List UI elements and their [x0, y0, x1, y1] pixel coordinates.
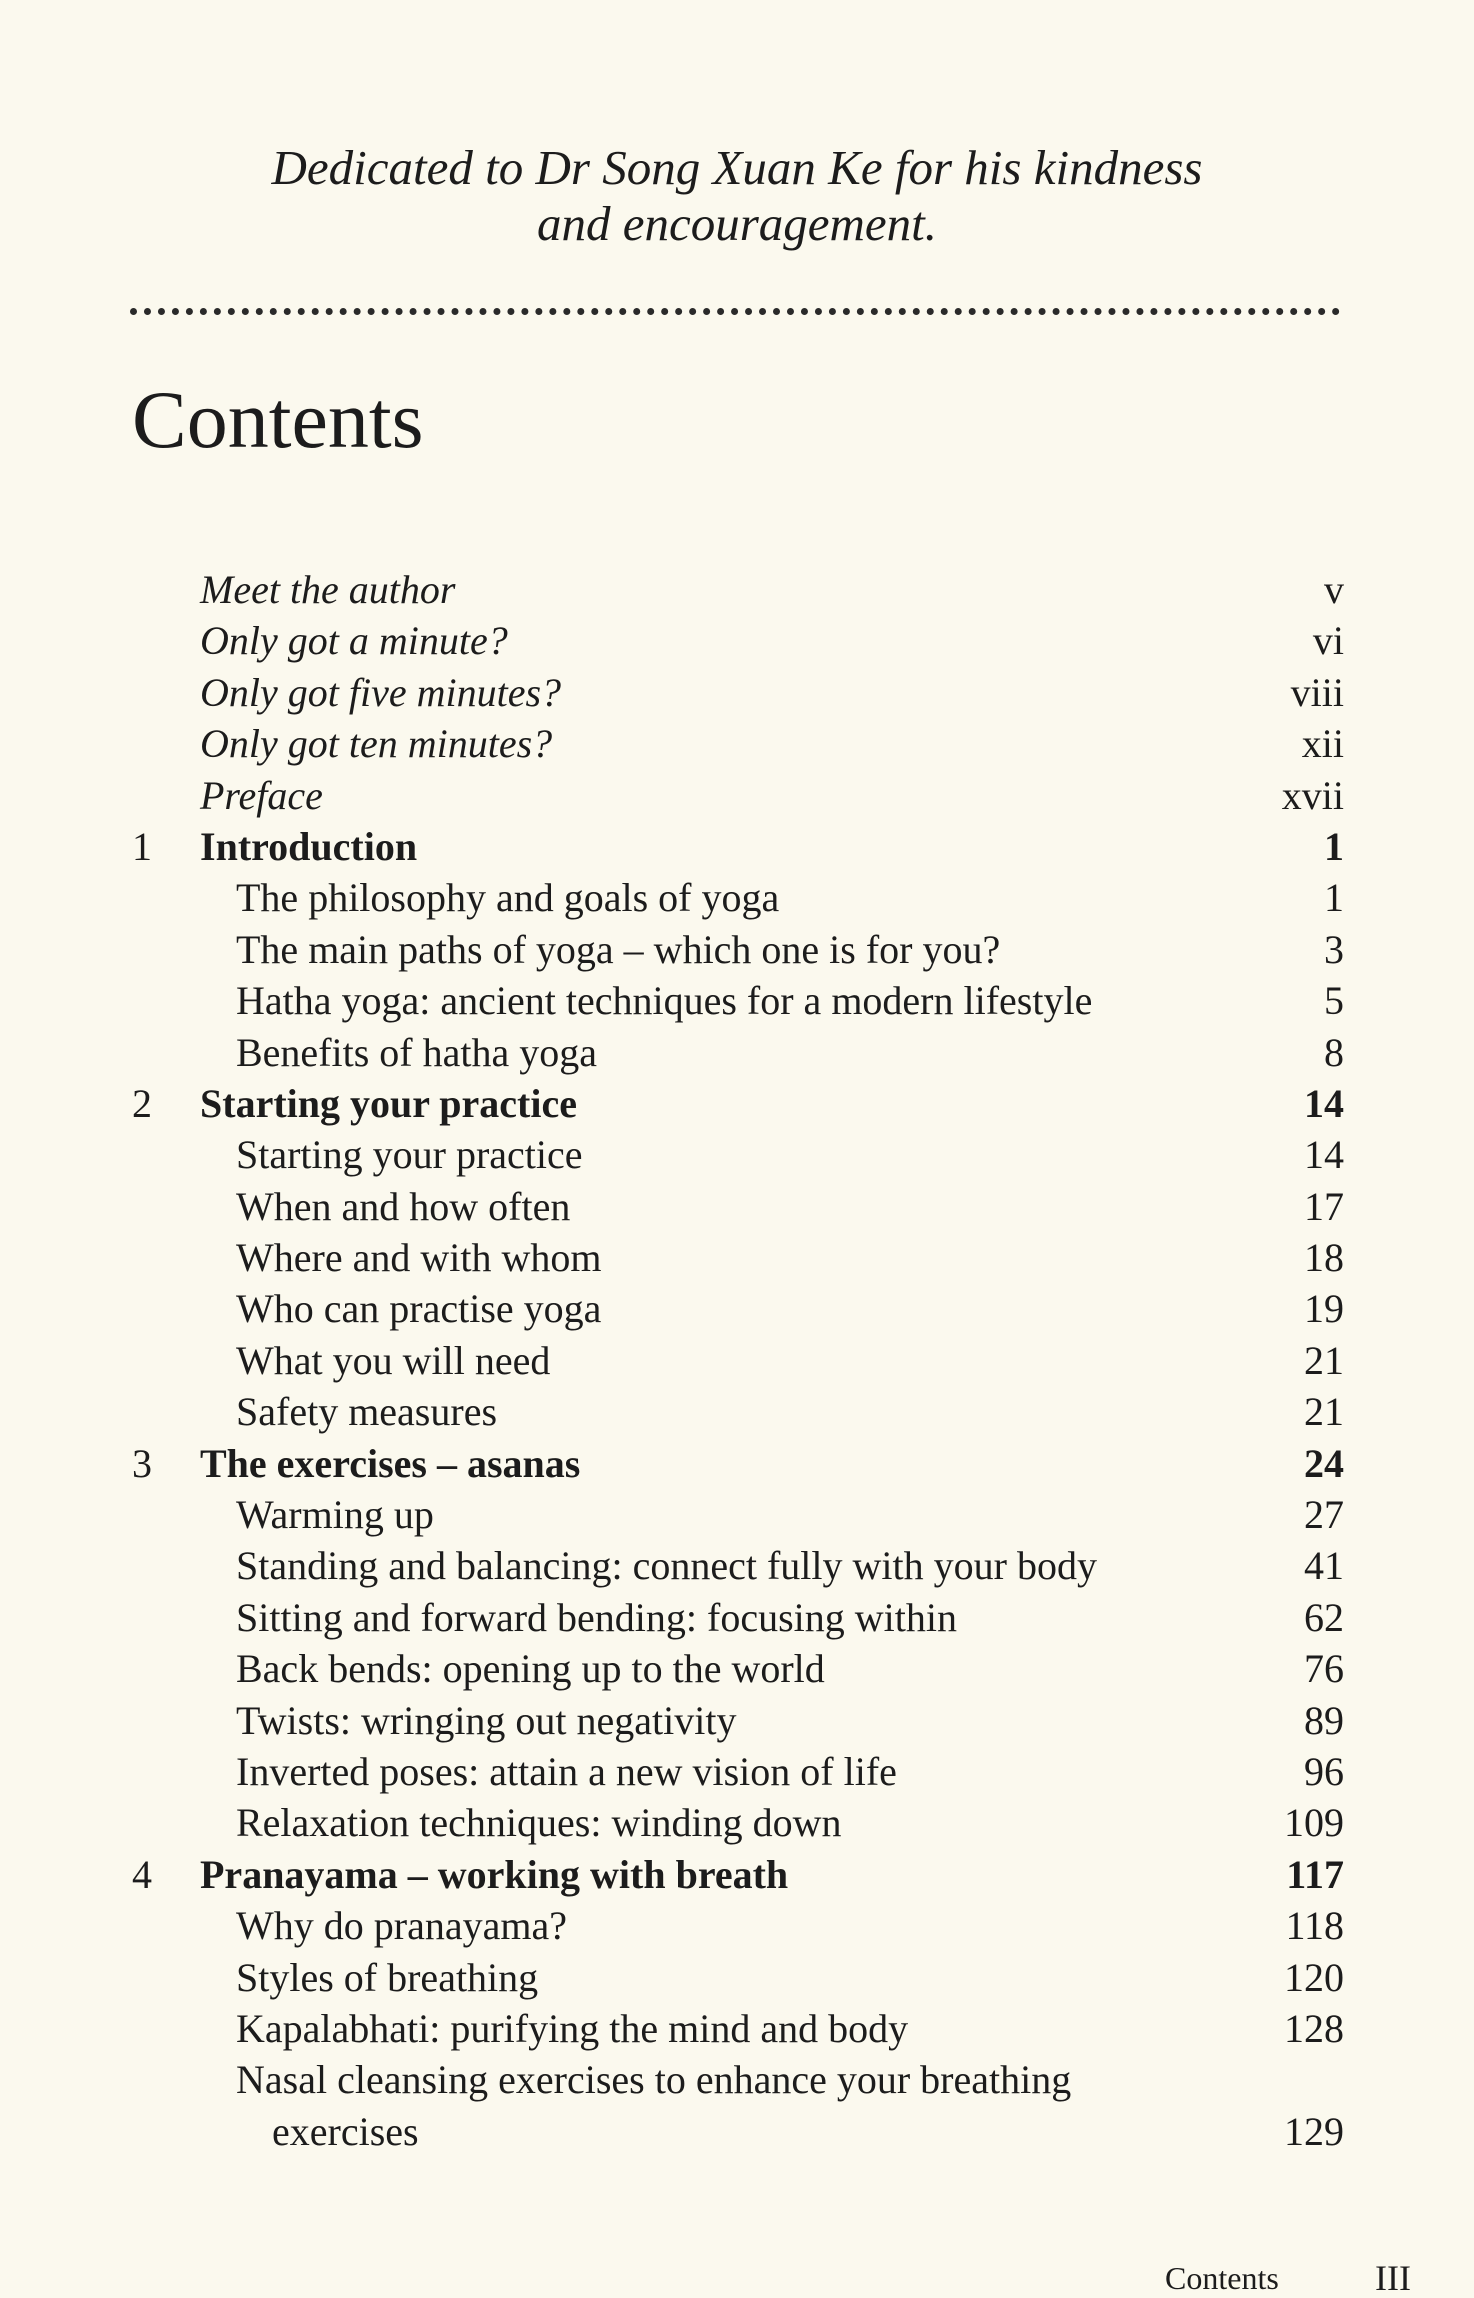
entry-page-number: xii — [1301, 721, 1344, 767]
entry-page-number: 120 — [1284, 1954, 1344, 2000]
toc-entry-row — [0, 1181, 1474, 1232]
entry-title-text: Standing and balancing: connect fully with your body — [236, 1543, 1097, 1589]
entry-title — [236, 1181, 570, 1232]
entry-title — [236, 1027, 597, 1078]
entry-title — [200, 770, 323, 821]
dedication — [0, 140, 1474, 252]
entry-title — [200, 564, 456, 615]
entry-title-text: Kapalabhati: purifying the mind and body — [236, 2005, 909, 2051]
entry-title — [236, 1643, 825, 1694]
dedication-line-1: Dedicated to Dr Song Xuan Ke for his kindness — [271, 140, 1203, 195]
toc-chapter-row — [0, 1438, 1474, 1489]
entry-page-number: 117 — [1286, 1851, 1344, 1897]
toc-entry-row — [0, 1643, 1474, 1694]
entry-page-number: 1 — [1324, 875, 1344, 921]
entry-page-number: 129 — [1284, 2108, 1344, 2154]
entry-page-number: 19 — [1304, 1286, 1344, 1332]
toc-entry-row — [0, 924, 1474, 975]
entry-title-text: Starting your practice — [236, 1132, 583, 1178]
chapter-number: 2 — [132, 1080, 152, 1126]
entry-title — [236, 2054, 1071, 2157]
entry-page-number: 1 — [1324, 823, 1344, 869]
entry-title-text: Inverted poses: attain a new vision of life — [236, 1748, 897, 1794]
entry-title — [236, 1283, 601, 1334]
entry-title — [236, 1797, 841, 1848]
entry-title — [200, 667, 561, 718]
page-title: Contents — [132, 374, 424, 465]
toc-chapter-row — [0, 1849, 1474, 1900]
chapter-number: 4 — [132, 1851, 152, 1897]
entry-title — [236, 2003, 908, 2054]
toc-entry-row — [0, 872, 1474, 923]
entry-page-number: 96 — [1304, 1748, 1344, 1794]
entry-title — [236, 1489, 434, 1540]
entry-title-text: Introduction — [200, 823, 418, 869]
entry-title-text: Hatha yoga: ancient techniques for a modern lifestyle — [236, 978, 1093, 1024]
entry-page-number: 14 — [1304, 1132, 1344, 1178]
entry-title-text: The main paths of yoga – which one is for you? — [236, 926, 1001, 972]
toc-entry-row — [0, 718, 1474, 769]
entry-title — [236, 1335, 550, 1386]
entry-page-number: 41 — [1304, 1543, 1344, 1589]
toc-chapter-row — [0, 821, 1474, 872]
entry-page-number: 8 — [1324, 1029, 1344, 1075]
entry-page-number: 21 — [1304, 1337, 1344, 1383]
footer-section-label: Contents — [1165, 2260, 1279, 2296]
entry-title-text: Who can practise yoga — [236, 1286, 602, 1332]
entry-page-number: 21 — [1304, 1389, 1344, 1435]
entry-title — [236, 1592, 957, 1643]
toc-entry-row — [0, 1335, 1474, 1386]
toc-entry-row — [0, 1952, 1474, 2003]
toc-entry-row — [0, 1695, 1474, 1746]
entry-page-number: 17 — [1304, 1183, 1344, 1229]
toc-entry-row — [0, 667, 1474, 718]
entry-title-text: Warming up — [236, 1492, 434, 1538]
entry-title — [236, 1232, 601, 1283]
entry-title-text: Starting your practice — [200, 1080, 577, 1126]
toc-entry-row — [0, 1746, 1474, 1797]
entry-page-number: 3 — [1324, 926, 1344, 972]
chapter-number: 3 — [132, 1440, 152, 1486]
toc-entry-row — [0, 564, 1474, 615]
toc-entry-row — [0, 1232, 1474, 1283]
entry-page-number: vi — [1312, 618, 1344, 664]
entry-page-number: 109 — [1284, 1800, 1344, 1846]
entry-title-text: Benefits of hatha yoga — [236, 1029, 597, 1075]
entry-title — [236, 924, 1000, 975]
entry-title-text: Styles of breathing — [236, 1954, 539, 2000]
toc-chapter-row — [0, 1078, 1474, 1129]
entry-title-text: Why do pranayama? — [236, 1903, 567, 1949]
toc-entry-row — [0, 2054, 1474, 2157]
entry-title — [200, 821, 417, 872]
entry-title — [236, 872, 779, 923]
entry-title-text: Preface — [200, 772, 323, 818]
toc-entry-row — [0, 1386, 1474, 1437]
toc-entry-row — [0, 615, 1474, 666]
toc-entry-row — [0, 1489, 1474, 1540]
entry-title-text: Only got five minutes? — [200, 669, 562, 715]
entry-page-number: viii — [1290, 669, 1344, 715]
entry-title-text: The philosophy and goals of yoga — [236, 875, 780, 921]
entry-title — [200, 1078, 577, 1129]
entry-page-number: 128 — [1284, 2005, 1344, 2051]
toc-entry-row — [0, 1283, 1474, 1334]
entry-title — [236, 975, 1092, 1026]
entry-page-number: xvii — [1281, 772, 1344, 818]
entry-page-number: 27 — [1304, 1492, 1344, 1538]
toc-entry-row — [0, 1129, 1474, 1180]
entry-title — [236, 1900, 567, 1951]
entry-page-number: 118 — [1285, 1903, 1344, 1949]
entry-title — [236, 1540, 1097, 1591]
dotted-divider — [130, 308, 1340, 315]
dedication-line-2: and encouragement. — [536, 196, 938, 251]
entry-title — [236, 1386, 497, 1437]
entry-title-text: Meet the author — [200, 567, 456, 612]
toc-entry-row — [0, 1540, 1474, 1591]
entry-title — [236, 1746, 897, 1797]
toc-entry-row — [0, 1797, 1474, 1848]
entry-title — [200, 718, 552, 769]
toc-entry-row — [0, 1900, 1474, 1951]
table-of-contents — [0, 564, 1474, 2157]
entry-title — [236, 1129, 583, 1180]
toc-entry-row — [0, 770, 1474, 821]
entry-title-text: Where and with whom — [236, 1235, 602, 1281]
entry-title — [200, 1438, 580, 1489]
footer-page-number: III — [1375, 2258, 1411, 2298]
entry-title-text: Only got ten minutes? — [200, 721, 553, 767]
entry-page-number: v — [1324, 567, 1344, 612]
entry-title-text: Relaxation techniques: winding down — [236, 1800, 842, 1846]
entry-page-number: 24 — [1304, 1440, 1344, 1486]
toc-entry-row — [0, 1592, 1474, 1643]
entry-title-continuation: exercises — [272, 2108, 419, 2154]
entry-title-text: Sitting and forward bending: focusing within — [236, 1594, 958, 1640]
entry-title — [236, 1952, 538, 2003]
entry-page-number: 62 — [1304, 1594, 1344, 1640]
entry-title-text: The exercises – asanas — [200, 1440, 581, 1486]
entry-title-text: Nasal cleansing exercises to enhance your breathing — [236, 2057, 1072, 2103]
entry-title-text: Only got a minute? — [200, 618, 508, 664]
entry-page-number: 5 — [1324, 978, 1344, 1024]
entry-title-text: When and how often — [236, 1183, 571, 1229]
entry-title-text: Safety measures — [236, 1389, 498, 1435]
chapter-number: 1 — [132, 823, 152, 869]
entry-title — [200, 615, 508, 666]
entry-title — [236, 1695, 737, 1746]
entry-page-number: 89 — [1304, 1697, 1344, 1743]
entry-title-text: Twists: wringing out negativity — [236, 1697, 737, 1743]
entry-title-text: Pranayama – working with breath — [200, 1851, 789, 1897]
toc-entry-row — [0, 2003, 1474, 2054]
entry-title-text: Back bends: opening up to the world — [236, 1646, 825, 1692]
entry-title — [200, 1849, 788, 1900]
entry-page-number: 18 — [1304, 1235, 1344, 1281]
entry-title-text: What you will need — [236, 1337, 551, 1383]
entry-page-number: 14 — [1304, 1080, 1344, 1126]
toc-entry-row — [0, 975, 1474, 1026]
entry-page-number: 76 — [1304, 1646, 1344, 1692]
toc-entry-row — [0, 1027, 1474, 1078]
